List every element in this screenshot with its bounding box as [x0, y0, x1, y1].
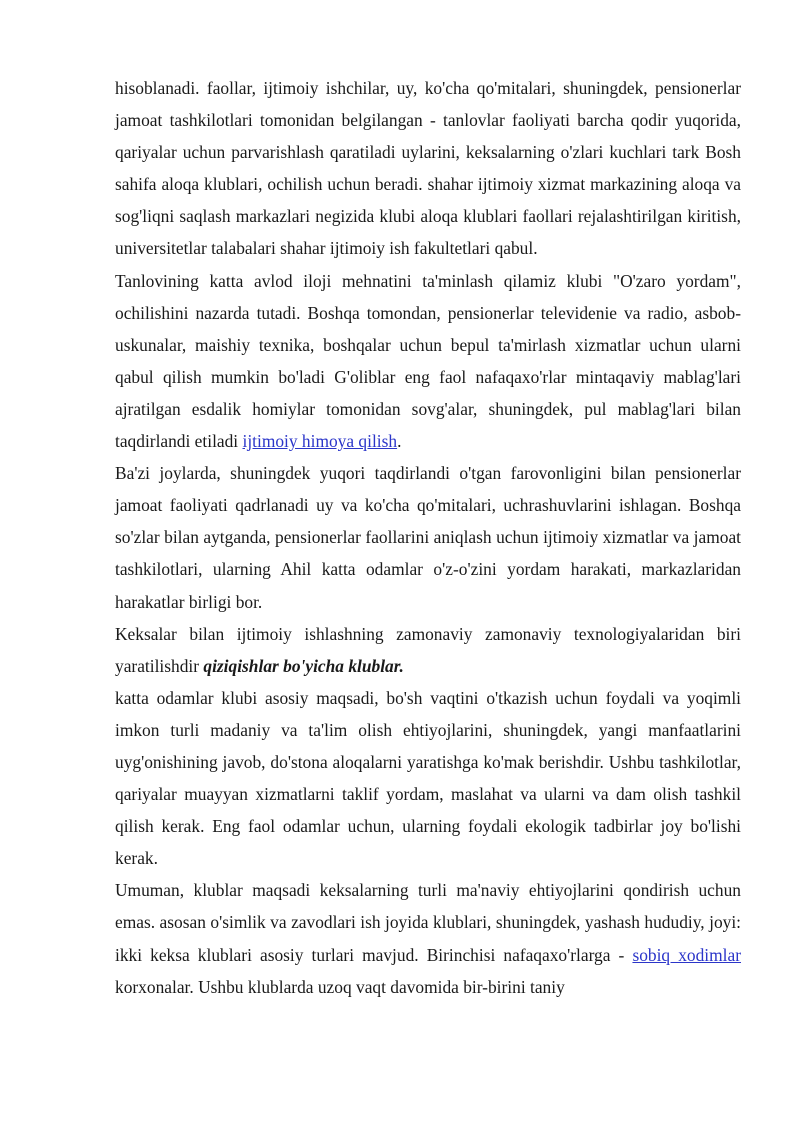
paragraph-5: katta odamlar klubi asosiy maqsadi, bo'sh vaqtini o'tkazish uchun foydali va yoqimli imkon turli madaniy va ta'lim olish ehtiyojlarini, shuningdek, yangi manfaatlarini uyg'onishining javob, do'stona aloqalarni yaratishga ko'mak berishdir. Ushbu tashkilotlar, qariyalar muayyan xizmatlarni taklif yordam, maslahat va ularni va dam olish tashkil qilish kerak. Eng faol odamlar uchun, ularning foydali ekologik tadbirlar joy bo'lishi kerak.: [115, 687, 741, 869]
paragraph-2-text: Tanlovining katta avlod iloji mehnatini ta'minlash qilamiz klubi "O'zaro yordam", ochilishini nazarda tutadi. Boshqa tomondan, pensionerlar televidenie va radio, asbob-uskunalar, maishiy texnika, boshqalar uchun bepul ta'mirlash xizmatlar uchun ularni qabul qilish mumkin bo'ladi G'oliblar eng faol nafaqaxo'rlar mintaqaviy mablag'lari ajratilgan esdalik homiylar tomonidan sovg'alar, shuningdek, pul mablag'lari bilan taqdirlandi etiladi: [115, 270, 741, 452]
social-protection-link[interactable]: ijtimoiy himoya qilish: [242, 431, 398, 452]
paragraph-1: hisoblanadi. faollar, ijtimoiy ishchilar, uy, ko'cha qo'mitalari, shuningdek, pensionerlar jamoat tashkilotlari tomonidan belgilangan - tanlovlar faoliyati barcha qodir yuqorida, qariyalar uchun parvarishlash qaratiladi uylarini, keksalarning o'zlari kuchlari tark Bosh sahifa aloqa klublari, ochilish uchun beradi. shahar ijtimoiy xizmat markazining aloqa va sog'liqni saqlash markazlari negizida klubi aloqa klublari faollari rejalashtirilgan kiritish, universitetlar talabalari shahar ijtimoiy ish fakultetlari qabul.: [115, 78, 741, 259]
paragraph-3: Ba'zi joylarda, shuningdek yuqori taqdirlandi o'tgan farovonligini bilan pensionerlar jamoat faoliyati qadrlanadi uy va ko'cha qo'mitalari, uchrashuvlarini ishlagan. Boshqa so'zlar bilan aytganda, pensionerlar faollarini aniqlash uchun ijtimoiy xizmatlar va jamoat tashkilotlari, ularning Ahil katta odamlar o'z-o'zini yordam harakati, markazlaridan harakatlar birligi bor.: [115, 463, 741, 612]
paragraph-4: [115, 618, 741, 682]
paragraph-2-end: .: [397, 431, 402, 452]
paragraph-6-text: Umuman, klublar maqsadi keksalarning turli ma'naviy ehtiyojlarini qondirish uchun emas. asosan o'simlik va zavodlari ish joyida klublari, shuningdek, yashash hududiy, joyi: ikki keksa klublari asosiy turlari mavjud. Birinchisi nafaqaxo'rlarga -: [115, 880, 741, 965]
paragraph-6-end: korxonalar. Ushbu klublarda uzoq vaqt davomida bir-birini taniy: [115, 976, 565, 997]
paragraph-6: [115, 874, 741, 1002]
former-employees-link[interactable]: sobiq xodimlar: [632, 944, 741, 965]
interest-clubs-emphasis: qiziqishlar bo'yicha klublar.: [203, 655, 404, 676]
document-page: [115, 72, 741, 1003]
paragraph-2: [115, 265, 741, 458]
paragraph-4-text: Keksalar bilan ijtimoiy ishlashning zamonaviy zamonaviy texnologiyalaridan biri yaratilishdir: [115, 623, 741, 676]
